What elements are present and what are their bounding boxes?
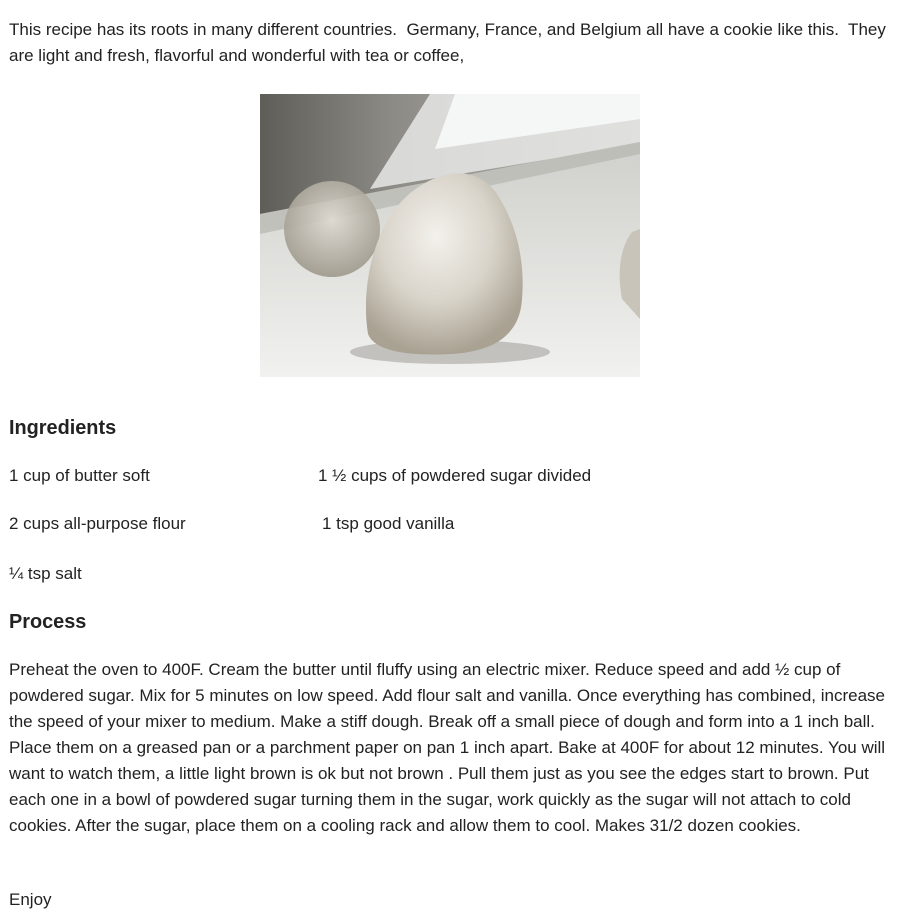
process-heading: Process (9, 611, 87, 633)
recipe-content (9, 17, 895, 909)
closing-text: Enjoy (9, 890, 52, 909)
process-paragraph: Preheat the oven to 400F. Cream the butter until fluffy using an electric mixer. Reduce speed and add ½ cup of powdered sugar. Mix for 5 minutes on low speed. Add flour salt and vanilla. Once everything has combined, increase the speed of your mixer to medium. Make a stiff dough. Break off a small piece of dough and form into a 1 inch ball. Place them on a greased pan or a parchment paper on pan 1 inch apart. Bake at 400F for about 12 minutes. You will want to watch them, a little light brown is ok but not brown . Pull them just as you see the edges start to brown. Put each one in a bowl of powdered sugar turning them in the sugar, work quickly as the sugar will not attach to cold cookies. After the sugar, place them on a cooling rack and allow them to cool. Makes 31/2 dozen cookies. (9, 660, 886, 835)
cookie-photo (260, 94, 640, 377)
ingredient-item: 1 tsp good vanilla (322, 514, 455, 533)
ingredient-item: 1 cup of butter soft (9, 466, 150, 485)
ingredient-item: 2 cups all-purpose flour (9, 514, 186, 533)
intro-paragraph: This recipe has its roots in many different countries. Germany, France, and Belgium all have a cookie like this. They are light and fresh, flavorful and wonderful with tea or coffee, (9, 20, 891, 65)
ingredient-item: ¼ tsp salt (9, 564, 82, 583)
ingredients-heading: Ingredients (9, 417, 117, 439)
cookie-photo-graphic (260, 94, 640, 377)
ingredient-item: 1 ½ cups of powdered sugar divided (318, 466, 592, 485)
